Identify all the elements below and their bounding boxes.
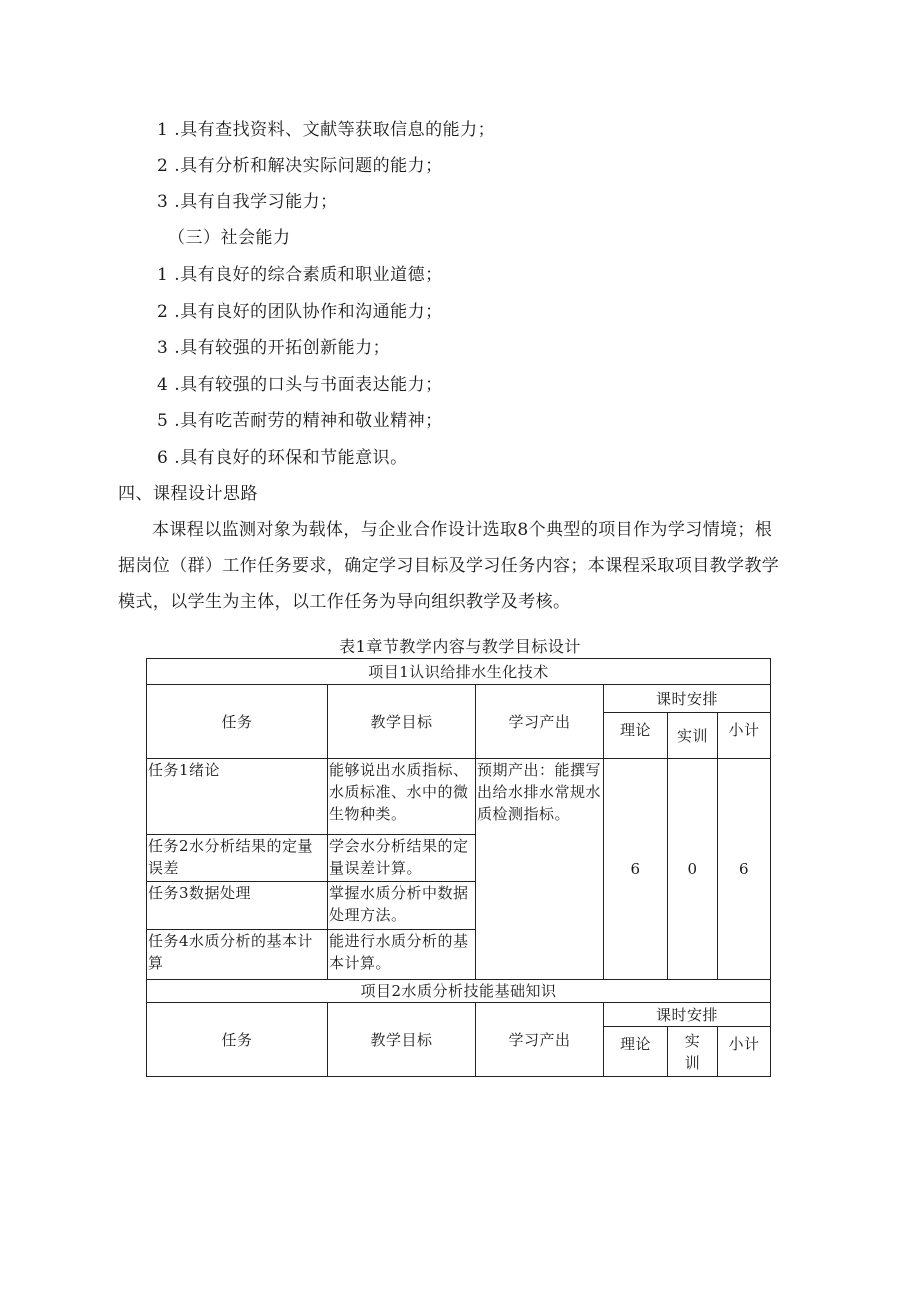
header-goal: 教学目标 — [328, 685, 476, 759]
project2-title: 项目2水质分析技能基础知识 — [147, 980, 771, 1003]
header-hours: 课时安排 — [604, 685, 771, 713]
goal-cell: 能够说出水质指标、水质标准、水中的微生物种类。 — [328, 759, 476, 835]
section-title: 四、课程设计思路 — [118, 484, 258, 504]
header-task: 任务 — [147, 685, 328, 759]
theory-hours: 6 — [604, 759, 668, 980]
list-item: 6 .具有良好的环保和节能意识。 — [157, 448, 408, 468]
subtotal-hours: 6 — [718, 759, 771, 980]
list-item: 2 .具有良好的团队协作和沟通能力； — [157, 302, 443, 322]
practice-hours: 0 — [668, 759, 718, 980]
header-output: 学习产出 — [476, 685, 604, 759]
list-item: 4 .具有较强的口头与书面表达能力； — [157, 375, 443, 395]
header-theory: 理论 — [604, 1027, 668, 1077]
task-cell: 任务4水质分析的基本计算 — [147, 930, 328, 980]
goal-cell: 能进行水质分析的基本计算。 — [328, 930, 476, 980]
header-output: 学习产出 — [476, 1003, 604, 1077]
list-item: 1 .具有查找资料、文献等获取信息的能力； — [157, 120, 496, 140]
section-heading-social: （三）社会能力 — [168, 228, 291, 248]
header-goal: 教学目标 — [328, 1003, 476, 1077]
task-cell: 任务1绪论 — [147, 759, 328, 835]
task-cell: 任务3数据处理 — [147, 882, 328, 930]
table-row — [147, 759, 771, 835]
list-item: 3 .具有自我学习能力； — [157, 192, 338, 212]
project1-title: 项目1认识给排水生化技术 — [147, 659, 771, 685]
header-practice: 实训 — [668, 713, 718, 759]
goal-cell: 掌握水质分析中数据处理方法。 — [328, 882, 476, 930]
header-theory: 理论 — [604, 713, 668, 759]
header-practice: 实训 — [668, 1027, 718, 1077]
list-item: 1 .具有良好的综合素质和职业道德； — [157, 265, 443, 285]
output-cell: 预期产出：能撰写出给水排水常规水质检测指标。 — [476, 759, 604, 980]
task-cell: 任务2水分析结果的定量误差 — [147, 835, 328, 882]
header-subtotal: 小计 — [718, 1027, 771, 1077]
goal-cell: 学会水分析结果的定量误差计算。 — [328, 835, 476, 882]
header-task: 任务 — [147, 1003, 328, 1077]
section-body: 本课程以监测对象为载体，与企业合作设计选取8个典型的项目作为学习情境；根据岗位（群）工作任务要求，确定学习目标及学习任务内容；本课程采取项目教学教学模式，以学生为主体，以工作任务为导向组织教学及考核。 — [118, 520, 780, 612]
list-item: 2 .具有分析和解决实际问题的能力； — [157, 156, 443, 176]
table-caption: 表1章节教学内容与教学目标设计 — [339, 637, 581, 656]
list-item: 3 .具有较强的开拓创新能力； — [157, 338, 391, 358]
teaching-plan-table — [146, 658, 771, 1077]
header-subtotal: 小计 — [718, 713, 771, 759]
header-hours: 课时安排 — [604, 1003, 771, 1027]
list-item: 5 .具有吃苦耐劳的精神和敬业精神； — [157, 411, 443, 431]
